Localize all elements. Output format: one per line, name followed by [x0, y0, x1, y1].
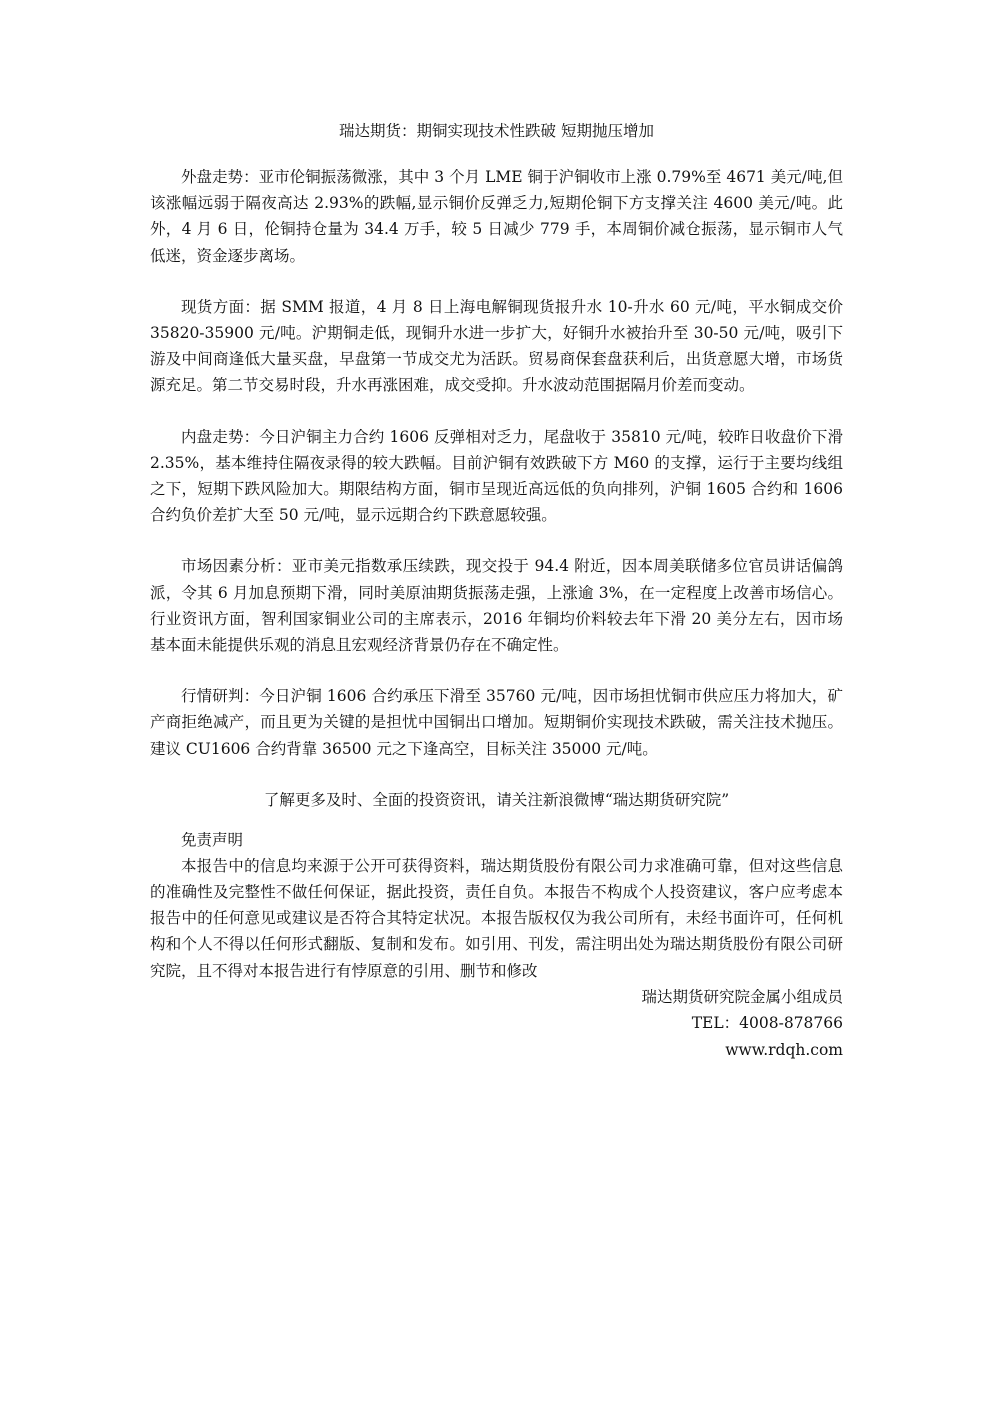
signature-block: [150, 984, 843, 1064]
follow-note: 了解更多及时、全面的投资资讯，请关注新浪微博“瑞达期货研究院”: [263, 790, 730, 809]
signature-tel: TEL：4008-878766: [691, 1014, 843, 1033]
document-title: 瑞达期货：期铜实现技术性跌破 短期抛压增加: [339, 122, 654, 140]
paragraph-market-factors: 市场因素分析：亚市美元指数承压续跌，现交投于 94.4 附近，因本周美联储多位官员讲话偏鸽派，令其 6 月加息预期下滑，同时美原油期货振荡走强，上涨逾 3%，在一定程度上改善市场信心。行业资讯方面，智利国家铜业公司的主席表示，2016 年铜均价料较去年下滑 20 美分左右，因市场基本面未能提供乐观的消息且宏观经济背景仍存在不确定性。: [150, 557, 843, 655]
paragraph-market-outlook: 行情研判：今日沪铜 1606 合约承压下滑至 35760 元/吨，因市场担忧铜市供应压力将加大，矿产商拒绝减产，而且更为关键的是担忧中国铜出口增加。短期铜价实现技术跌破，需关注技术抛压。建议 CU1606 合约背靠 36500 元之下逢高空，目标关注 35000 元/吨。: [150, 687, 843, 758]
disclaimer-heading: 免责声明: [181, 830, 244, 849]
signature-team: 瑞达期货研究院金属小组成员: [641, 987, 843, 1006]
paragraph-spot-market: 现货方面：据 SMM 报道，4 月 8 日上海电解铜现货报升水 10-升水 60 元/吨，平水铜成交价 35820-35900 元/吨。沪期铜走低，现铜升水进一步扩大，好铜升水被抬升至 30-50 元/吨，吸引下游及中间商逢低大量买盘，早盘第一节成交尤为活跃。贸易商保套盘获利后，出货意愿大增，市场货源充足。第二节交易时段，升水再涨困难，成交受抑。升水波动范围据隔月价差而变动。: [150, 297, 843, 395]
disclaimer-body: 本报告中的信息均来源于公开可获得资料，瑞达期货股份有限公司力求准确可靠，但对这些信息的准确性及完整性不做任何保证，据此投资，责任自负。本报告不构成个人投资建议，客户应考虑本报告中的任何意见或建议是否符合其特定状况。本报告版权仅为我公司所有，未经书面许可，任何机构和个人不得以任何形式翻版、复制和发布。如引用、刊发，需注明出处为瑞达期货股份有限公司研究院，且不得对本报告进行有悖原意的引用、删节和修改: [150, 856, 843, 980]
signature-website: www.rdqh.com: [725, 1040, 843, 1059]
paragraph-domestic-market: 内盘走势：今日沪铜主力合约 1606 反弹相对乏力，尾盘收于 35810 元/吨，较昨日收盘价下滑 2.35%，基本维持住隔夜录得的较大跌幅。目前沪铜有效跌破下方 M60 的支撑，运行于主要均线组之下，短期下跌风险加大。期限结构方面，铜市呈现近高远低的负向排列，沪铜 1605 合约和 1606 合约负价差扩大至 50 元/吨，显示远期合约下跌意愿较强。: [150, 427, 843, 525]
document-page: [150, 118, 843, 1063]
paragraph-outer-market: 外盘走势：亚市伦铜振荡微涨，其中 3 个月 LME 铜于沪铜收市上涨 0.79%至 4671 美元/吨,但该涨幅远弱于隔夜高达 2.93%的跌幅,显示铜价反弹乏力,短期伦铜下方支撑关注 4600 美元/吨。此外，4 月 6 日，伦铜持仓量为 34.4 万手，较 5 日减少 779 手，本周铜价减仓振荡，显示铜市人气低迷，资金逐步离场。: [150, 168, 843, 265]
